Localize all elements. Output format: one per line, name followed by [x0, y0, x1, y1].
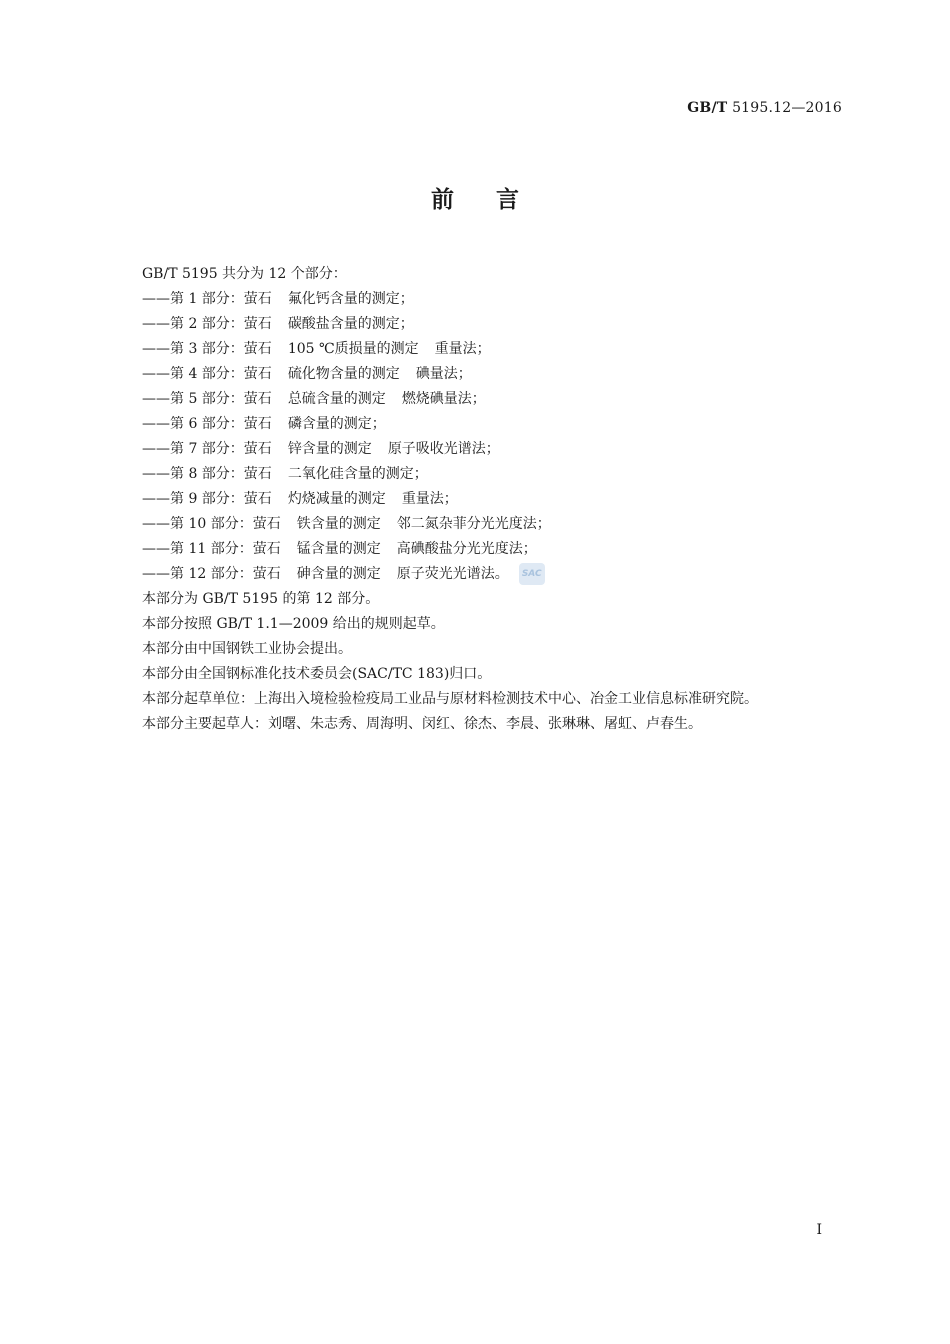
page-number: I	[816, 1222, 822, 1238]
sac-watermark: SAC	[519, 563, 545, 585]
part-item-1: ——第 1 部分：萤石 氟化钙含量的测定；	[142, 291, 414, 307]
part-item-7: ——第 7 部分：萤石 锌含量的测定 原子吸收光谱法；	[142, 441, 500, 457]
part-item-5: ——第 5 部分：萤石 总硫含量的测定 燃烧碘量法；	[142, 391, 486, 407]
part-item-6: ——第 6 部分：萤石 磷含量的测定；	[142, 416, 386, 432]
standard-prefix: GB/T	[687, 100, 728, 116]
intro-paragraph: GB/T 5195 共分为 12 个部分：	[142, 266, 347, 282]
part-item-8: ——第 8 部分：萤石 二氧化硅含量的测定；	[142, 466, 428, 482]
part-item-9: ——第 9 部分：萤石 灼烧减量的测定 重量法；	[142, 491, 458, 507]
foreword-body	[108, 262, 844, 737]
part-item-2: ——第 2 部分：萤石 碳酸盐含量的测定；	[142, 316, 414, 332]
paragraph-proposer: 本部分由中国钢铁工业协会提出。	[142, 641, 352, 657]
parts-list	[108, 287, 844, 587]
part-item-11: ——第 11 部分：萤石 锰含量的测定 高碘酸盐分光光度法；	[142, 541, 537, 557]
document-code	[687, 100, 842, 116]
paragraph-drafting-units: 本部分起草单位：上海出入境检验检疫局工业品与原材料检测技术中心、冶金工业信息标准研究院。	[142, 691, 758, 707]
paragraph-drafting-rules: 本部分按照 GB/T 1.1—2009 给出的规则起草。	[142, 616, 445, 632]
standard-number: 5195.12—2016	[732, 100, 842, 116]
part-item-3: ——第 3 部分：萤石 105 ℃质损量的测定 重量法；	[142, 341, 491, 357]
part-item-12: ——第 12 部分：萤石 砷含量的测定 原子荧光光谱法。 SAC	[108, 562, 844, 587]
paragraph-committee: 本部分由全国钢标准化技术委员会(SAC/TC 183)归口。	[142, 666, 492, 682]
page-title: 前言	[431, 187, 561, 213]
part-item-10: ——第 10 部分：萤石 铁含量的测定 邻二氮杂菲分光光度法；	[142, 516, 551, 532]
part-item-4: ——第 4 部分：萤石 硫化物含量的测定 碘量法；	[142, 366, 472, 382]
paragraph-part-statement: 本部分为 GB/T 5195 的第 12 部分。	[142, 591, 380, 607]
paragraph-drafters: 本部分主要起草人：刘曙、朱志秀、周海明、闵红、徐杰、李晨、张琳琳、屠虹、卢春生。	[142, 716, 702, 732]
